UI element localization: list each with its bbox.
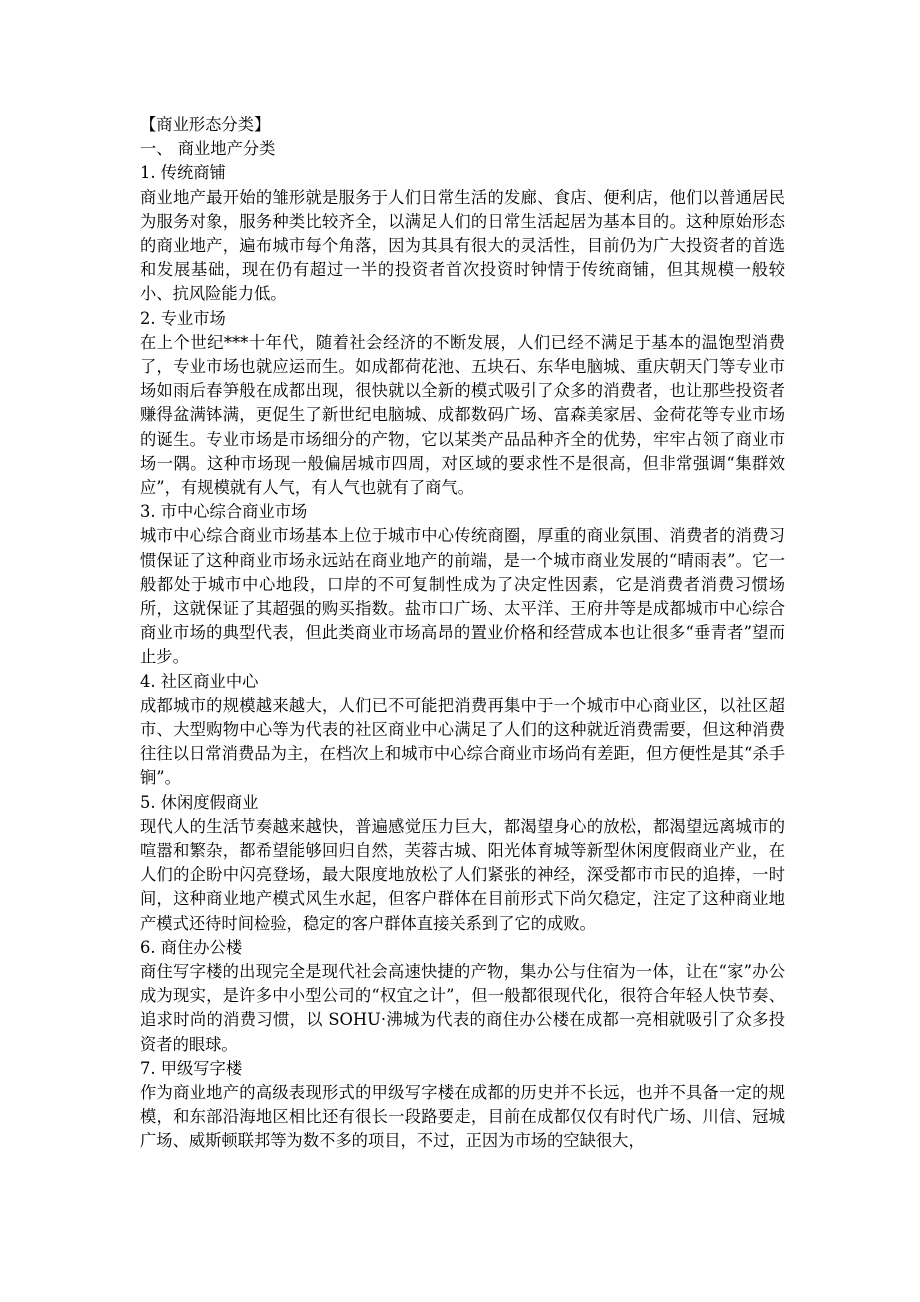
- document-title: 【商业形态分类】: [140, 115, 271, 134]
- subsection-heading: 5. 休闲度假商业: [140, 792, 259, 812]
- paragraph: 城市中心综合商业市场基本上位于城市中心传统商圈，厚重的商业氛围、消费者的消费习惯保证了这种商业市场永远站在商业地产的前端，是一个城市商业发展的“晴雨表”。它一般都处于城市中心地段，口岸的不可复制性成为了决定性因素，它是消费者消费习惯场所，这就保证了其超强的购买指数。盐市口广场、太平洋、王府井等是成都城市中心综合商业市场的典型代表，但此类商业市场高昂的置业价格和经营成本也让很多“垂青者”望而止步。: [140, 526, 785, 667]
- paragraph: 成都城市的规模越来越大，人们已不可能把消费再集中于一个城市中心商业区，以社区超市、大型购物中心等为代表的社区商业中心满足了人们的这种就近消费需要，但这种消费往往以日常消费品为主，在档次上和城市中心综合商业市场尚有差距，但方便性是其“杀手锏”。: [140, 695, 785, 788]
- paragraph: 商业地产最开始的雏形就是服务于人们日常生活的发廊、食店、便利店，他们以普通居民为服务对象，服务种类比较齐全，以满足人们的日常生活起居为基本目的。这种原始形态的商业地产，遍布城市每个角落，因为其具有很大的灵活性，目前仍为广大投资者的首选和发展基础，现在仍有超过一半的投资者首次投资时钟情于传统商铺，但其规模一般较小、抗风险能力低。: [140, 187, 785, 304]
- subsection-heading: 6. 商住办公楼: [140, 937, 243, 957]
- paragraph: 在上个世纪***十年代，随着社会经济的不断发展，人们已经不满足于基本的温饱型消费了，专业市场也就应运而生。如成都荷花池、五块石、东华电脑城、重庆朝天门等专业市场如雨后春笋般在成都出现，很快就以全新的模式吸引了众多的消费者，也让那些投资者赚得盆满钵满，更促生了新世纪电脑城、成都数码广场、富森美家居、金荷花等专业市场的诞生。专业市场是市场细分的产物，它以某类产品品种齐全的优势，牢牢占领了商业市场一隅。这种市场现一般偏居城市四周，对区域的要求性不是很高，但非常强调“集群效应”，有规模就有人气，有人气也就有了商气。: [140, 332, 785, 497]
- document-page: [140, 113, 785, 1154]
- subsection-heading: 3. 市中心综合商业市场: [140, 502, 308, 522]
- section-title: 一、 商业地产分类: [140, 139, 276, 159]
- paragraph: 现代人的生活节奏越来越快，普遍感觉压力巨大，都渴望身心的放松，都渴望远离城市的喧嚣和繁杂，都希望能够回归自然，芙蓉古城、阳光体育城等新型休闲度假商业产业，在人们的企盼中闪亮登场，最大限度地放松了人们紧张的神经，深受都市市民的追捧，一时间，这种商业地产模式风生水起，但客户群体在目前形式下尚欠稳定，注定了这种商业地产模式还待时间检验，稳定的客户群体直接关系到了它的成败。: [140, 816, 785, 933]
- subsection-heading: 2. 专业市场: [140, 308, 226, 328]
- subsection-heading: 1. 传统商铺: [140, 163, 226, 183]
- subsection-heading: 7. 甲级写字楼: [140, 1058, 243, 1078]
- paragraph: 作为商业地产的高级表现形式的甲级写字楼在成都的历史并不长远，也并不具备一定的规模，和东部沿海地区相比还有很长一段路要走，目前在成都仅仅有时代广场、川信、冠城广场、威斯顿联邦等为数不多的项目，不过，正因为市场的空缺很大，: [140, 1082, 785, 1151]
- subsection-heading: 4. 社区商业中心: [140, 671, 259, 691]
- paragraph: 商住写字楼的出现完全是现代社会高速快捷的产物，集办公与住宿为一体，让在“家”办公成为现实，是许多中小型公司的“权宜之计”，但一般都很现代化，很符合年轻人快节奏、追求时尚的消费习惯，以 SOHU·沸城为代表的商住办公楼在成都一亮相就吸引了众多投资者的眼球。: [140, 961, 785, 1054]
